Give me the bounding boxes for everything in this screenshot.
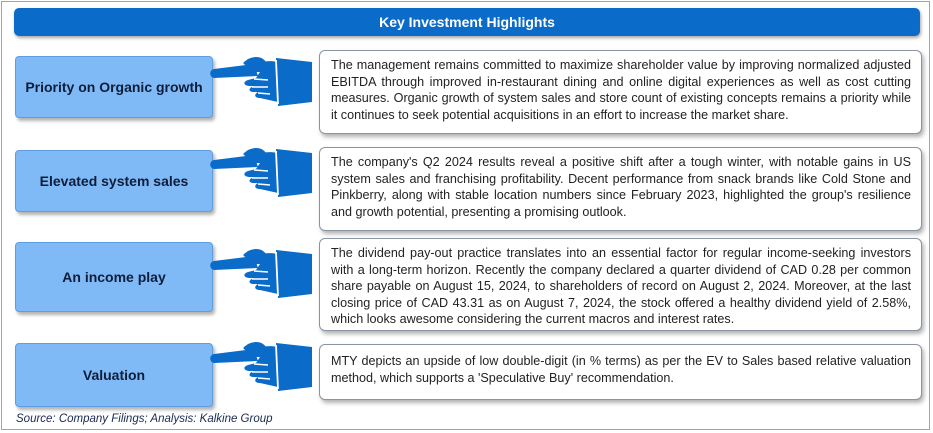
highlight-text-system-sales: The company's Q2 2024 results reveal a positive shift after a tough winter, with notable gains in US system sales and franchising profitability. Decent performance from snack brands like Cold Stone and Pinkberry, along with stable location numbers since February 2023, highlighted the group's resilience and growth potential, presenting a promising outlook.: [319, 147, 922, 231]
highlight-label-valuation: Valuation: [15, 343, 213, 407]
pointing-hand-icon: [208, 341, 314, 393]
page-title: Key Investment Highlights: [14, 8, 920, 36]
highlight-text-income-play: The dividend pay-out practice translates into an essential factor for regular income-seeking investors with a long-term horizon. Recently the company declared a quarter dividend of CAD 0.28 per common share payable on August 15, 2024, to shareholders of record on August 2, 2024. Moreover, at the last closing price of CAD 43.31 as on August 7, 2024, the stock offered a healthy dividend yield of 2.58%, which looks awesome considering the current macros and interest rates.: [319, 238, 922, 331]
pointing-hand-icon: [208, 56, 314, 108]
highlight-text-organic-growth: The management remains committed to maximize shareholder value by improving normalized adjusted EBITDA through improved in-restaurant dining and online digital experiences as well as cost cutting measures. Organic growth of system sales and store count of existing concepts remains a priority while it continues to seek potential acquisitions in an effort to increase the market share.: [319, 50, 922, 134]
pointing-hand-icon: [208, 147, 314, 199]
highlight-label-income-play: An income play: [15, 242, 213, 312]
source-note: Source: Company Filings; Analysis: Kalkine Group: [16, 413, 273, 425]
highlight-text-valuation: MTY depicts an upside of low double-digit (in % terms) as per the EV to Sales based relative valuation method, which supports a 'Speculative Buy' recommendation.: [319, 344, 922, 400]
pointing-hand-icon: [208, 248, 314, 300]
highlight-label-system-sales: Elevated system sales: [15, 150, 213, 212]
highlight-label-organic-growth: Priority on Organic growth: [15, 56, 213, 118]
highlights-panel: [1, 1, 930, 430]
